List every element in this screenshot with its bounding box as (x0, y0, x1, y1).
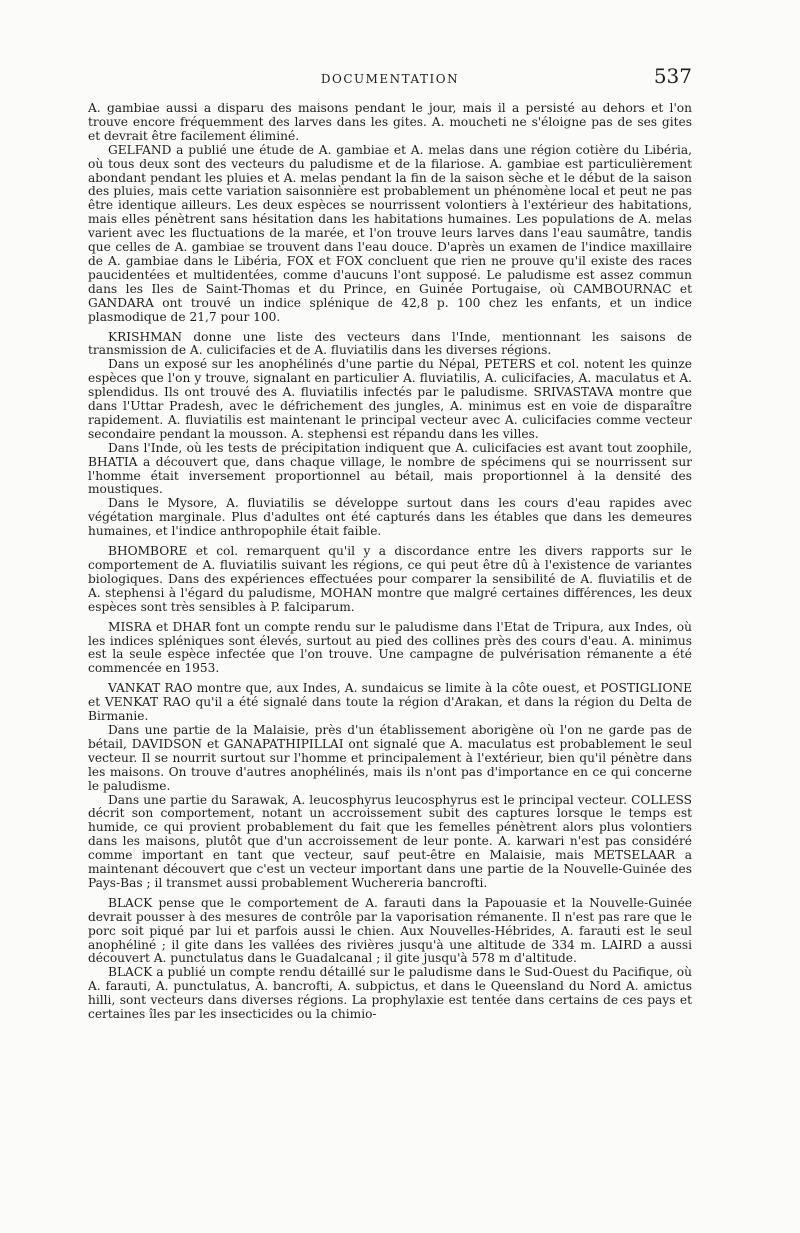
paragraph: Dans un exposé sur les anophélinés d'une partie du Népal, PETERS et col. notent les quinze espèces que l'on y trouve, signalant en particulier A. fluviatilis, A. culicifacies, A. maculatus et A. splendidus. Ils ont trouvé des A. fluviatilis infectés par le paludisme. SRIVASTAVA montre que dans l'Uttar Pradesh, avec le défrichement des jungles, A. minimus est en voie de disparaître rapidement. A. fluviatilis est maintenant le principal vecteur avec A. culicifacies comme vecteur secondaire pendant la mousson. A. stephensi est répandu dans les villes. (88, 357, 692, 441)
paragraph: BHOMBORE et col. remarquent qu'il y a discordance entre les divers rapports sur le comportement de A. fluviatilis suivant les régions, ce qui peut être dû à l'existence de variantes biologiques. Dans des expériences effectuées pour comparer la sensibilité de A. fluviatilis et de A. stephensi à l'égard du paludisme, MOHAN montre que malgré certaines différences, les deux espèces sont très sensibles à P. falciparum. (88, 544, 692, 614)
paragraph: Dans une partie de la Malaisie, près d'un établissement aborigène où l'on ne garde pas de bétail, DAVIDSON et GANAPATHIPILLAI ont signalé que A. maculatus est probablement le seul vecteur. Il se nourrit surtout sur l'homme et principalement à l'extérieur, bien qu'il pénètre dans les maisons. On trouve d'autres anophélinés, mais ils n'ont pas d'importance en ce qui concerne le paludisme. (88, 722, 692, 793)
paragraph: KRISHMAN donne une liste des vecteurs dans l'Inde, mentionnant les saisons de transmission de A. culicifacies et de A. fluviatilis dans les diverses régions. (88, 329, 692, 358)
paragraph: VANKAT RAO montre que, aux Indes, A. sundaicus se limite à la côte ouest, et POSTIGLIONE et VENKAT RAO qu'il a été signalé dans toute la région d'Arakan, et dans la région du Delta de Birmanie. (88, 681, 692, 724)
paragraph: Dans le Mysore, A. fluviatilis se développe surtout dans les cours d'eau rapides avec végétation marginale. Plus d'adultes ont été capturés dans les étables que dans les demeures humaines, et l'indice anthropophile était faible. (88, 496, 692, 539)
body-text (88, 102, 692, 1022)
paragraph: BLACK pense que le comportement de A. farauti dans la Papouasie et la Nouvelle-Guinée devrait pousser à des mesures de contrôle par la vaporisation rémanente. Il n'est pas rare que le porc soit piqué par lui et parfois aussi le chien. Aux Nouvelles-Hébrides, A. farauti est le seul anophéliné ; il gite dans les vallées des rivières jusqu'à une altitude de 334 m. LAIRD a aussi découvert A. punctulatus dans le Guadalcanal ; il gite jusqu'à 578 m d'altitude. (88, 895, 692, 966)
running-title: DOCUMENTATION (320, 72, 460, 86)
page-number: 537 (653, 64, 692, 88)
paragraph: MISRA et DHAR font un compte rendu sur le paludisme dans l'Etat de Tripura, aux Indes, où les indices spléniques sont élevés, surtout au pied des collines près des cours d'eau. A. minimus est la seule espèce infectée que l'on trouve. Une campagne de pulvérisation rémanente a été commencée en 1953. (88, 619, 692, 676)
paragraph: Dans l'Inde, où les tests de précipitation indiquent que A. culicifacies est avant tout zoophile, BHATIA a découvert que, dans chaque village, le nombre de spécimens qui se nourrissent sur l'homme était inversement proportionnel au bétail, mais proportionnel à la densité des moustiques. (88, 440, 692, 497)
running-header (88, 64, 692, 92)
paragraph: A. gambiae aussi a disparu des maisons pendant le jour, mais il a persisté au dehors et l'on trouve encore fréquemment des larves dans les gites. A. moucheti ne s'éloigne pas de ses gites et devrait être facilement éliminé. (88, 101, 692, 143)
paragraph: BLACK a publié un compte rendu détaillé sur le paludisme dans le Sud-Ouest du Pacifique, où A. farauti, A. punctulatus, A. bancrofti, A. subpictus, et dans le Queensland du Nord A. amictus hilli, sont vecteurs dans diverses régions. La prophylaxie est tentée dans certains de ces pays et certaines îles par les insecticides ou la chimio- (88, 965, 692, 1022)
paragraph: Dans une partie du Sarawak, A. leucosphyrus leucosphyrus est le principal vecteur. COLLESS décrit son comportement, notant un accroissement subit des captures lorsque le temps est humide, ce qui provient probablement du fait que les femelles pénètrent alors plus volontiers dans les maisons, plutôt que d'un accroissement de leur ponte. A. karwari n'est pas considéré comme important en tant que vecteur, sauf peut-être en Malaisie, mais METSELAAR a maintenant découvert que c'est un vecteur important dans une partie de la Nouvelle-Guinée des Pays-Bas ; il transmet aussi probablement Wuchereria bancrofti. (88, 792, 692, 890)
paragraph: GELFAND a publié une étude de A. gambiae et A. melas dans une région cotière du Libéria, où tous deux sont des vecteurs du paludisme et de la filariose. A. gambiae est particulièrement abondant pendant les pluies et A. melas pendant la fin de la saison sèche et le début de la saison des pluies, mais cette variation saisonnière est probablement un phénomène local et peut ne pas être identique ailleurs. Les deux espèces se nourrissent volontiers à l'extérieur des habitations, mais elles pénètrent sans hésitation dans les habitations humaines. Les populations de A. melas varient avec les fluctuations de la marée, et l'on trouve leurs larves dans l'eau saumâtre, tandis que celles de A. gambiae se trouvent dans l'eau douce. D'après un examen de l'indice maxillaire de A. gambiae dans le Libéria, FOX et FOX concluent que rien ne prouve qu'il existe des races paucidentées et multidentées, comme d'aucuns l'ont supposé. Le paludisme est assez commun dans les Iles de Saint-Thomas et du Prince, en Guinée Portugaise, où CAMBOURNAC et GANDARA ont trouvé un indice splénique de 42,8 p. 100 chez les enfants, et un indice plasmodique de 21,7 pour 100. (88, 142, 692, 324)
